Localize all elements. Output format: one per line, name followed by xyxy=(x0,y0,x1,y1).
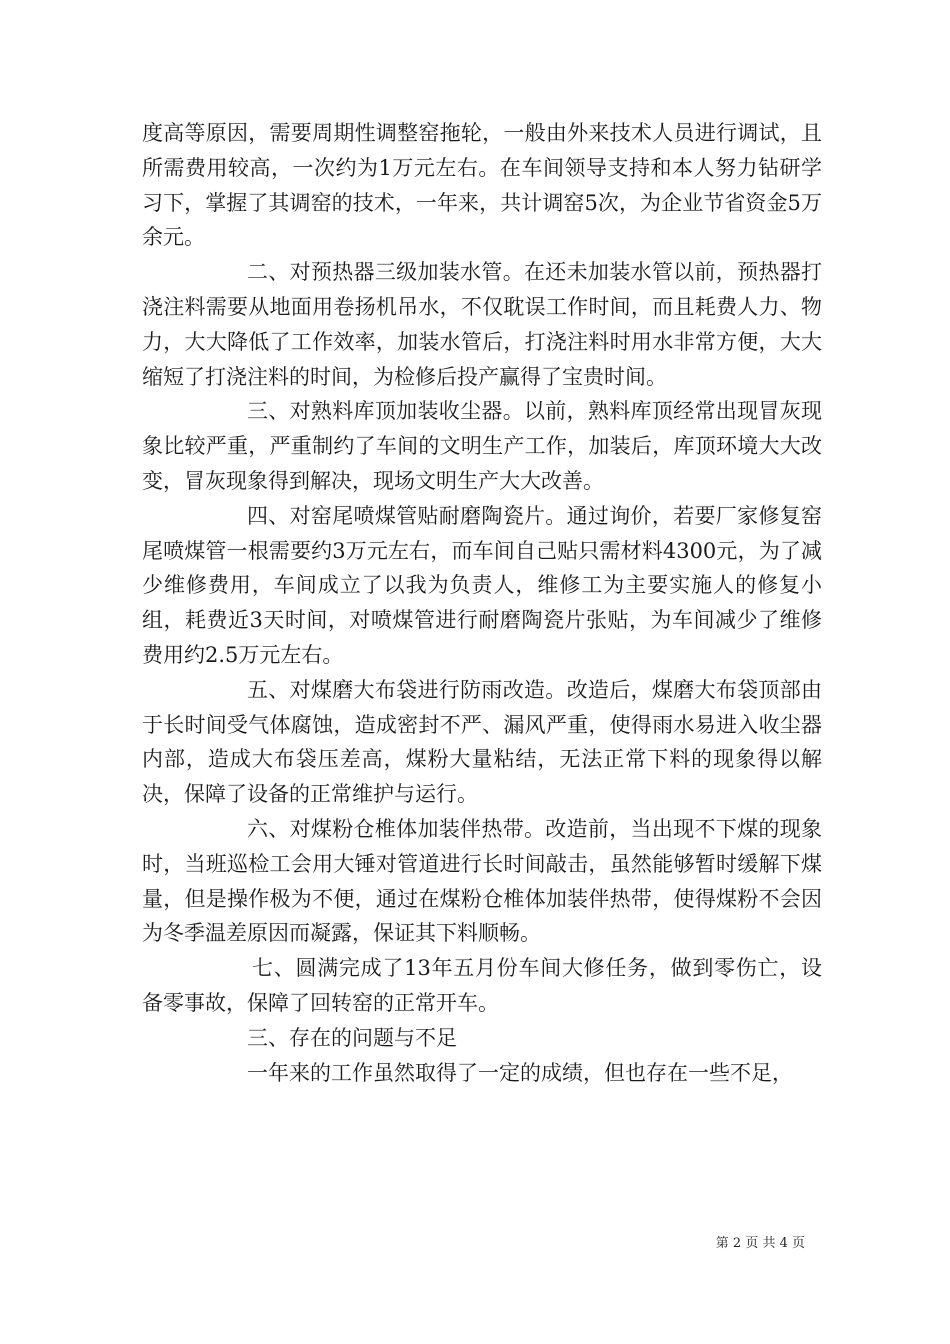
paragraph-continuation: 度高等原因，需要周期性调整窑拖轮，一般由外来技术人员进行调试，且所需费用较高，一次约为1万元左右。在车间领导支持和本人努力钻研学习下，掌握了其调窑的技术，一年来，共计调窑5次，为企业节省资金5万余元。 xyxy=(142,121,822,250)
document-body xyxy=(142,116,822,1090)
paragraph-item-2: 二、对预热器三级加装水管。在还未加装水管以前，预热器打浇注料需要从地面用卷扬机吊水，不仅耽误工作时间，而且耗费人力、物力，大大降低了工作效率，加装水管后，打浇注料时用水非常方便，大大缩短了打浇注料的时间，为检修后投产赢得了宝贵时间。 xyxy=(142,260,822,389)
paragraph-item-3: 三、对熟料库顶加装收尘器。以前，熟料库顶经常出现冒灰现象比较严重，严重制约了车间的文明生产工作，加装后，库顶环境大大改变，冒灰现象得到解决，现场文明生产大大改善。 xyxy=(142,399,822,493)
paragraph-problems-intro: 一年来的工作虽然取得了一定的成绩，但也存在一些不足， xyxy=(247,1060,793,1085)
section-heading-problems: 三、存在的问题与不足 xyxy=(247,1025,457,1050)
page-number: 第 2 页 共 4 页 xyxy=(715,1236,805,1251)
paragraph-item-6: 六、对煤粉仓椎体加装伴热带。改造前，当出现不下煤的现象时，当班巡检工会用大锤对管道进行长时间敲击，虽然能够暂时缓解下煤量，但是操作极为不便，通过在煤粉仓椎体加装伴热带，使得煤粉不会因为冬季温差原因而凝露，保证其下料顺畅。 xyxy=(142,816,822,946)
paragraph-item-7: 七、圆满完成了13年五月份车间大修任务，做到零伤亡，设备零事故，保障了回转窑的正常开车。 xyxy=(142,956,822,1015)
paragraph-item-5: 五、对煤磨大布袋进行防雨改造。改造后，煤磨大布袋顶部由于长时间受气体腐蚀，造成密封不严、漏风严重，使得雨水易进入收尘器内部，造成大布袋压差高，煤粉大量粘结，无法正常下料的现象得以解决，保障了设备的正常维护与运行。 xyxy=(142,677,822,807)
paragraph-item-4: 四、对窑尾喷煤管贴耐磨陶瓷片。通过询价，若要厂家修复窑尾喷煤管一根需要约3万元左右，而车间自己贴只需材料4300元，为了减少维修费用，车间成立了以我为负责人，维修工为主要实施人的修复小组，耗费近3天时间，对喷煤管进行耐磨陶瓷片张贴，为车间减少了维修费用约2.5万元左右。 xyxy=(142,503,822,667)
